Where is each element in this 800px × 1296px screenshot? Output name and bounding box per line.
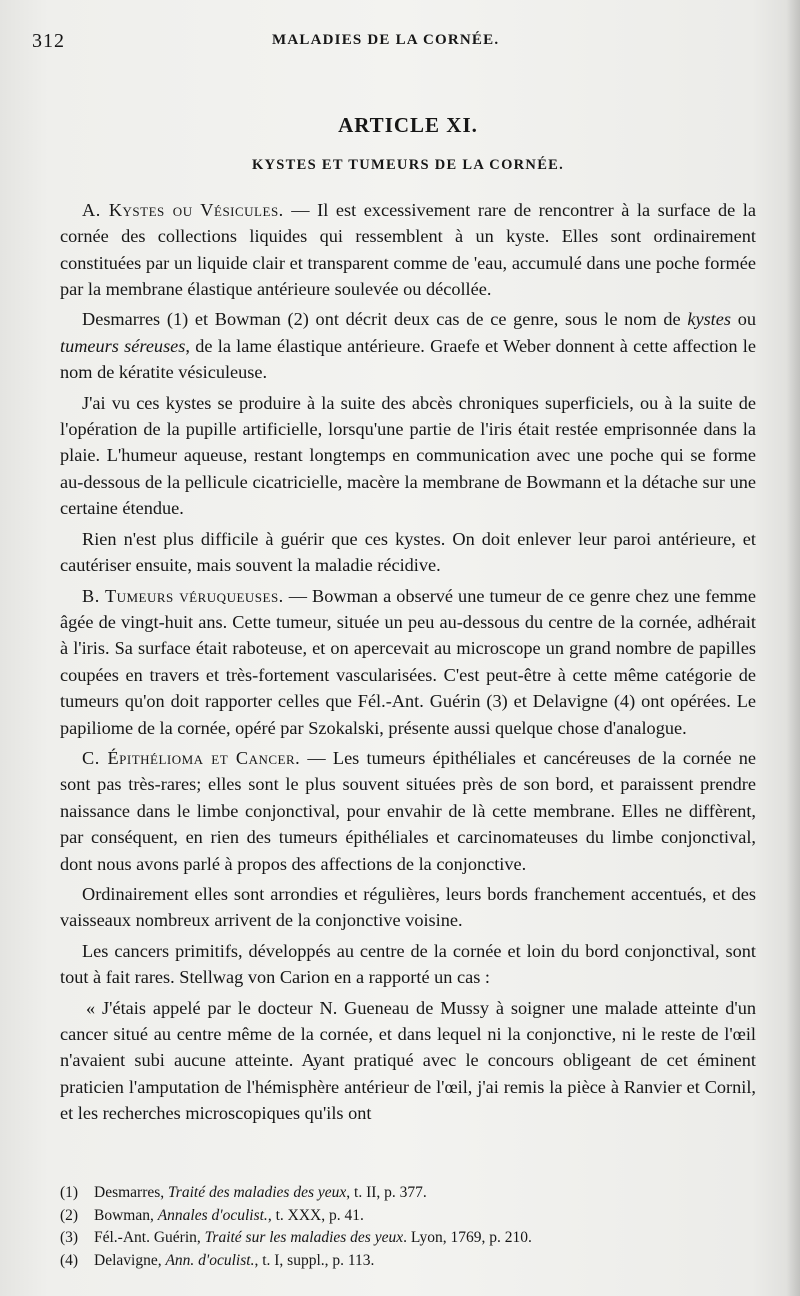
- footnote: [60, 1227, 756, 1250]
- page-body: [60, 112, 756, 1127]
- paragraph-ordinairement: Ordinairement elles sont arrondies et régulières, leurs bords franchement accentués, et des vaisseaux nombreux arrivent de la conjonctive voisine.: [60, 883, 756, 931]
- text-run: ou: [731, 309, 756, 330]
- footnote-title: Ann. d'oculist.: [165, 1251, 255, 1269]
- section-lead-tumeurs: B. Tumeurs véruqueuses.: [82, 585, 284, 606]
- page-edge-shadow: [786, 0, 800, 1296]
- footnote-author: Bowman,: [94, 1206, 158, 1224]
- paragraph-text: — Les tumeurs épithéliales et cancéreuses de la cornée ne sont pas très-rares; elles sont le plus souvent situées près de son bord, et paraissent prendre naissance dans le limbe conjonctival, pour envahir de là cette membrane. Elles ne diffèrent, par conséquent, en rien des tumeurs épithéliales et carcinomateuses du limbe conjonctival, dont nous avons parlé à propos des affections de la conjonctive.: [60, 747, 756, 874]
- paragraph-guerir: Rien n'est plus difficile à guérir que ces kystes. On doit enlever leur paroi antérieure, et cautériser ensuite, mais souvent la maladie récidive.: [60, 528, 756, 576]
- section-lead-kystes: A. Kystes ou Vésicules.: [82, 199, 284, 220]
- footnote-title: Traité des maladies des yeux: [168, 1184, 347, 1201]
- paragraph-desmarres-bowman: [60, 306, 756, 385]
- section-title: KYSTES ET TUMEURS DE LA CORNÉE.: [251, 157, 565, 174]
- page-header: [32, 30, 760, 60]
- italic-term: kystes: [687, 309, 731, 330]
- footnote-author: Desmarres,: [94, 1184, 169, 1201]
- footnote-title: Annales d'oculist.: [157, 1206, 268, 1224]
- footnotes: [60, 1182, 756, 1272]
- italic-term: tumeurs séreuses: [60, 335, 186, 356]
- footnote: [60, 1182, 756, 1205]
- footnote-number: (1): [60, 1184, 79, 1201]
- paragraph-abces: J'ai vu ces kystes se produire à la suite des abcès chroniques superficiels, ou à la suite de l'opération de la pupille artificielle, lorsqu'une partie de l'iris était restée emprisonnée dans la plaie. L'humeur aqueuse, restant longtemps en communication avec une poche qui se forme au-dessous de la pellicule cicatricielle, macère la membrane de Bowmann et la détache sur une certaine étendue.: [60, 392, 756, 519]
- page-number: 312: [32, 30, 65, 52]
- footnote-author: Fél.-Ant. Guérin,: [94, 1229, 205, 1246]
- footnote-number: (2): [60, 1206, 79, 1224]
- running-head: MALADIES DE LA CORNÉE.: [272, 32, 500, 48]
- footnote-number: (4): [60, 1251, 79, 1269]
- footnote-ref: , t. II, p. 377.: [346, 1184, 427, 1201]
- footnote-title: Traité sur les maladies des yeux: [204, 1229, 404, 1246]
- paragraph-text: — Bowman a observé une tumeur de ce genre chez une femme âgée de vingt-huit ans. Cette tumeur, située un peu au-dessous du centre de la cornée, adhérait à l'iris. Sa surface était raboteuse, et on apercevait au microscope un grand nombre de papilles coupées en travers et très-fortement vascularisées. C'est peut-être à cette même catégorie de tumeurs qu'on doit rapporter celles que Fél.-Ant. Guérin (3) et Delavigne (4) ont opérées. Le papiliome de la cornée, opéré par Szokalski, présente aussi quelque chose d'analogue.: [60, 585, 756, 738]
- text-run: , de la lame élastique antérieure. Graefe et Weber donnent à cette affection le nom de kératite vésiculeuse.: [60, 335, 756, 383]
- footnote-ref: , t. XXX, p. 41.: [267, 1206, 364, 1224]
- footnote: [60, 1250, 756, 1273]
- paragraph-quotation: « J'étais appelé par le docteur N. Gueneau de Mussy à soigner une malade atteinte d'un cancer situé au centre même de la cornée, et dans lequel ni la conjonctive, ni le reste de l'œil n'avaient subi aucune atteinte. Ayant pratiqué avec le concours obligeant de cet éminent praticien l'amputation de l'hémisphère antérieur de l'œil, j'ai remis la pièce à Ranvier et Cornil, et les recherches microscopiques qu'ils ont: [60, 997, 756, 1124]
- footnote-author: Delavigne,: [94, 1251, 166, 1269]
- text-run: Desmarres (1) et Bowman (2) ont décrit deux cas de ce genre, sous le nom de: [82, 309, 688, 330]
- paragraph-text: — Il est excessivement rare de rencontrer à la surface de la cornée des collections liquides qui ressemblent à un kyste. Elles sont ordinairement constituées par un liquide clair et transparent comme de 'eau, accumulé dans une poche formée par la membrane élastique antérieure soulevée ou décollée.: [60, 199, 756, 300]
- footnote-number: (3): [60, 1229, 79, 1246]
- footnote: [60, 1205, 756, 1228]
- paragraph-kystes: [60, 197, 756, 303]
- footnote-ref: , t. I, suppl., p. 113.: [254, 1251, 375, 1269]
- paragraph-cancers-primitifs: Les cancers primitifs, développés au centre de la cornée et loin du bord conjonctival, sont tout à fait rares. Stellwag von Carion en a rapporté un cas :: [60, 940, 756, 988]
- paragraph-tumeurs-veruqueuses: [60, 583, 756, 741]
- article-title: ARTICLE XI.: [338, 113, 478, 137]
- paragraph-epithelioma: [60, 745, 756, 877]
- footnote-ref: . Lyon, 1769, p. 210.: [403, 1229, 532, 1246]
- section-lead-epithelioma: C. Épithélioma et Cancer.: [82, 747, 301, 768]
